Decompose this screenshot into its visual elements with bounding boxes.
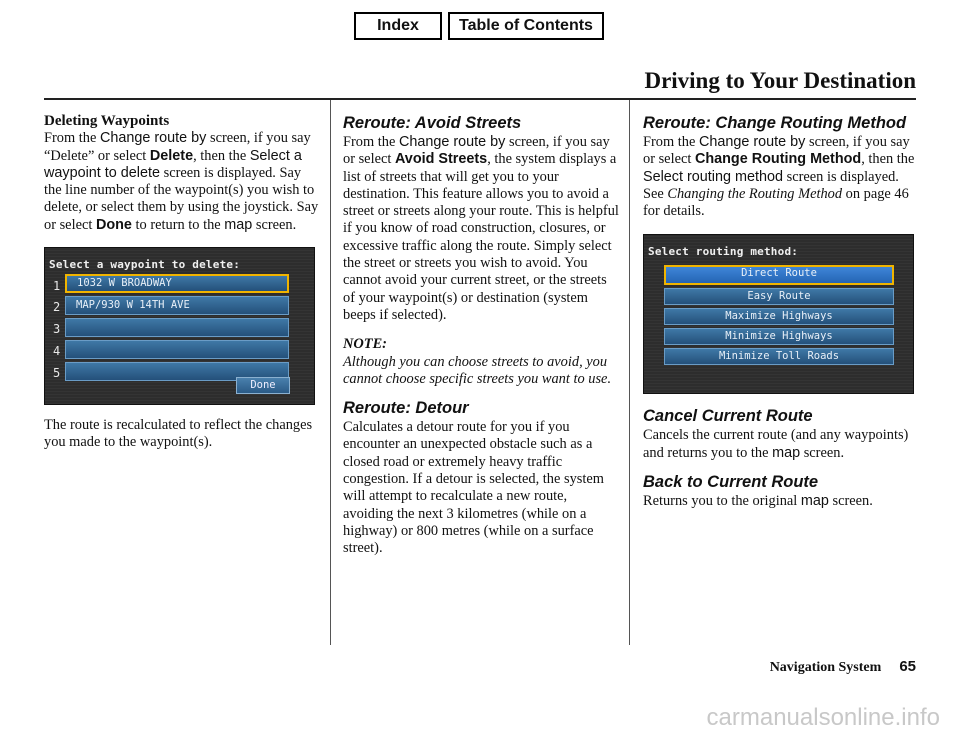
section-heading: Back to Current Route — [643, 473, 819, 492]
section-heading: Deleting Waypoints — [44, 113, 170, 129]
top-navigation — [354, 12, 604, 40]
column-deleting-waypoints — [44, 113, 320, 452]
screen-title: Select a waypoint to delete: — [49, 258, 241, 272]
section-heading: Cancel Current Route — [643, 407, 813, 426]
ui-term: Change route by — [698, 134, 806, 150]
ui-term: map — [800, 493, 829, 510]
row-number: 1 — [53, 279, 61, 294]
column-divider — [330, 100, 331, 645]
routing-option[interactable]: Minimize Highways — [664, 328, 894, 345]
ui-term: Avoid Streets — [394, 151, 488, 168]
ui-term: map — [224, 216, 253, 233]
page-number: 65 — [899, 658, 916, 675]
waypoint-delete-screen — [44, 247, 315, 405]
ui-term: Delete — [149, 147, 194, 164]
paragraph: The route is recalculated to reflect the changes you made to the waypoint(s). — [44, 417, 313, 451]
done-button[interactable]: Done — [236, 377, 290, 394]
row-number: 3 — [53, 322, 61, 337]
paragraph: From the Change route by screen, if you say or select Change Routing Method, then the Select routing method screen is displayed. See Changing the Routing Method on page 46 for details. — [643, 134, 915, 220]
waypoint-row[interactable] — [65, 318, 289, 337]
row-number: 4 — [53, 344, 61, 359]
watermark: carmanualsonline.info — [706, 704, 940, 731]
page-title: Driving to Your Destination — [644, 68, 916, 93]
ui-term: Done — [95, 216, 132, 233]
column-divider — [629, 100, 630, 645]
paragraph: Calculates a detour route for you if you encounter an unexpected obstacle such as a closed road or extremely heavy traffic congestion. If a detour is selected, the system will attempt to recalculate a new route, avoiding the next 3 kilometres (while on a highway) or 800 metres (while on a surface street). — [343, 419, 604, 557]
paragraph: Cancels the current route (and any waypoints) and returns you to the map screen. — [643, 427, 909, 461]
paragraph: From the Change route by screen, if you say “Delete” or select Delete, then the Select a waypoint to delete screen is displayed. Say the line number of the waypoint(s) you wish to delete, or select them by using the joystick. Say or select Done to return to the map screen. — [44, 130, 319, 233]
routing-option[interactable]: Maximize Highways — [664, 308, 894, 325]
reference-link[interactable]: Changing the Routing Method — [667, 185, 843, 202]
column-routing — [643, 113, 918, 510]
ui-term: Change Routing Method — [694, 151, 862, 168]
header-divider — [44, 98, 916, 100]
ui-term: Select routing method — [643, 168, 783, 185]
footer-label: Navigation System — [769, 660, 882, 675]
ui-term: Select a waypoint to delete — [44, 147, 302, 181]
section-heading: Reroute: Change Routing Method — [643, 114, 907, 132]
note-title: NOTE: — [343, 336, 387, 353]
row-number: 2 — [53, 300, 61, 315]
column-reroute — [343, 113, 619, 558]
row-number: 5 — [53, 366, 61, 381]
ui-term: Change route by — [99, 130, 207, 147]
paragraph: From the Change route by screen, if you say or select Avoid Streets, the system displays a list of streets that will get you to your destination. This feature allows you to avoid a street or streets along your route. This is helpful if you know of road construction, closures, or excessive traffic along the route. Simply select the street or streets you wish to avoid. You cannot avoid your current street, or the streets of your waypoint(s) or destination (system beeps if selected). — [343, 134, 619, 323]
section-heading: Reroute: Detour — [343, 399, 469, 418]
paragraph: Returns you to the original map screen. — [643, 493, 873, 510]
waypoint-row[interactable]: MAP/930 W 14TH AVE — [65, 296, 289, 315]
screen-title: Select routing method: — [648, 245, 799, 259]
table-of-contents-button[interactable]: Table of Contents — [448, 12, 604, 40]
ui-term: map — [772, 444, 801, 461]
routing-option[interactable]: Direct Route — [664, 265, 894, 285]
routing-method-screen — [643, 234, 914, 394]
section-heading: Reroute: Avoid Streets — [343, 114, 522, 132]
routing-option[interactable]: Minimize Toll Roads — [664, 348, 894, 365]
ui-term: Change route by — [398, 134, 506, 150]
waypoint-row[interactable] — [65, 340, 289, 359]
page-footer — [770, 658, 916, 676]
note-text: Although you can choose streets to avoid, you cannot choose specific streets you want to use. — [343, 353, 612, 387]
index-button[interactable]: Index — [354, 12, 442, 40]
routing-option[interactable]: Easy Route — [664, 288, 894, 305]
waypoint-row[interactable]: 1032 W BROADWAY — [65, 274, 289, 293]
